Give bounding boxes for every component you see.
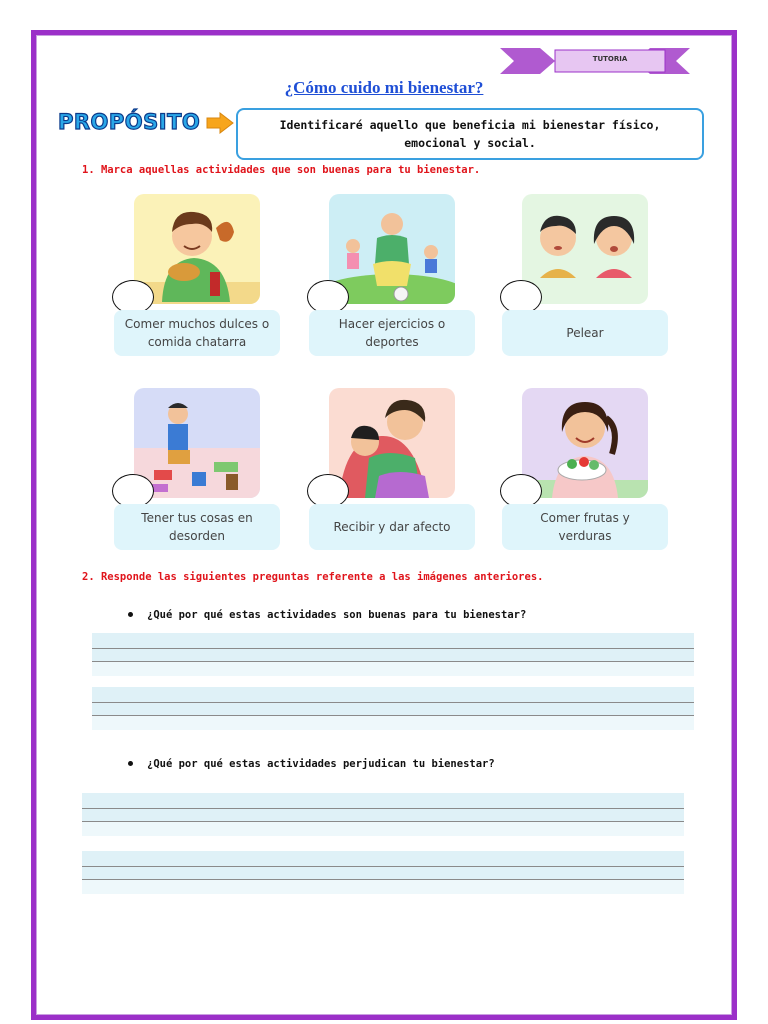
sub-question [128,758,495,770]
activity-caption: Tener tus cosas en desorden [114,504,280,550]
tutoria-ribbon [500,46,690,76]
sub-question-text: ¿Qué por qué estas actividades perjudican tu bienestar? [147,758,495,770]
answer-area-2[interactable] [82,793,684,897]
answer-area-1[interactable] [92,633,694,733]
activity-checkbox[interactable] [307,280,349,314]
activity-card [502,194,670,362]
messy-room-image [134,388,260,498]
activity-card [114,388,282,556]
sub-question [128,609,526,621]
proposito-logo: PROPÓSITO [58,110,201,134]
boy-eating-junk-food-image [134,194,260,304]
purpose-box [236,108,704,160]
activity-card [309,388,477,556]
children-fighting-image [522,194,648,304]
bullet-icon [128,761,133,766]
activity-card [309,194,477,362]
page-title: ¿Cómo cuido mi bienestar? [284,78,484,97]
girl-eating-salad-image [522,388,648,498]
activity-checkbox[interactable] [307,474,349,508]
activity-checkbox[interactable] [500,280,542,314]
purpose-text: Identificaré aquello que beneficia mi bienestar físico, emocional y social. [279,118,661,150]
activity-checkbox[interactable] [500,474,542,508]
bullet-icon [128,612,133,617]
question-2-heading: 2. Responde las siguientes preguntas referente a las imágenes anteriores. [82,571,544,583]
activity-caption: Hacer ejercicios o deportes [309,310,475,356]
people-exercising-image [329,194,455,304]
sub-question-text: ¿Qué por qué estas actividades son buenas para tu bienestar? [147,609,527,621]
question-1-heading: 1. Marca aquellas actividades que son buenas para tu bienestar. [82,164,481,176]
ribbon-label: TUTORIA [592,55,628,63]
activity-caption: Recibir y dar afecto [309,504,475,550]
family-hug-image [329,388,455,498]
activity-card [502,388,670,556]
activity-checkbox[interactable] [112,280,154,314]
activity-checkbox[interactable] [112,474,154,508]
activity-caption: Comer muchos dulces o comida chatarra [114,310,280,356]
activity-card [114,194,282,362]
activity-caption: Comer frutas y verduras [502,504,668,550]
activity-caption: Pelear [502,310,668,356]
arrow-right-icon [206,112,234,134]
